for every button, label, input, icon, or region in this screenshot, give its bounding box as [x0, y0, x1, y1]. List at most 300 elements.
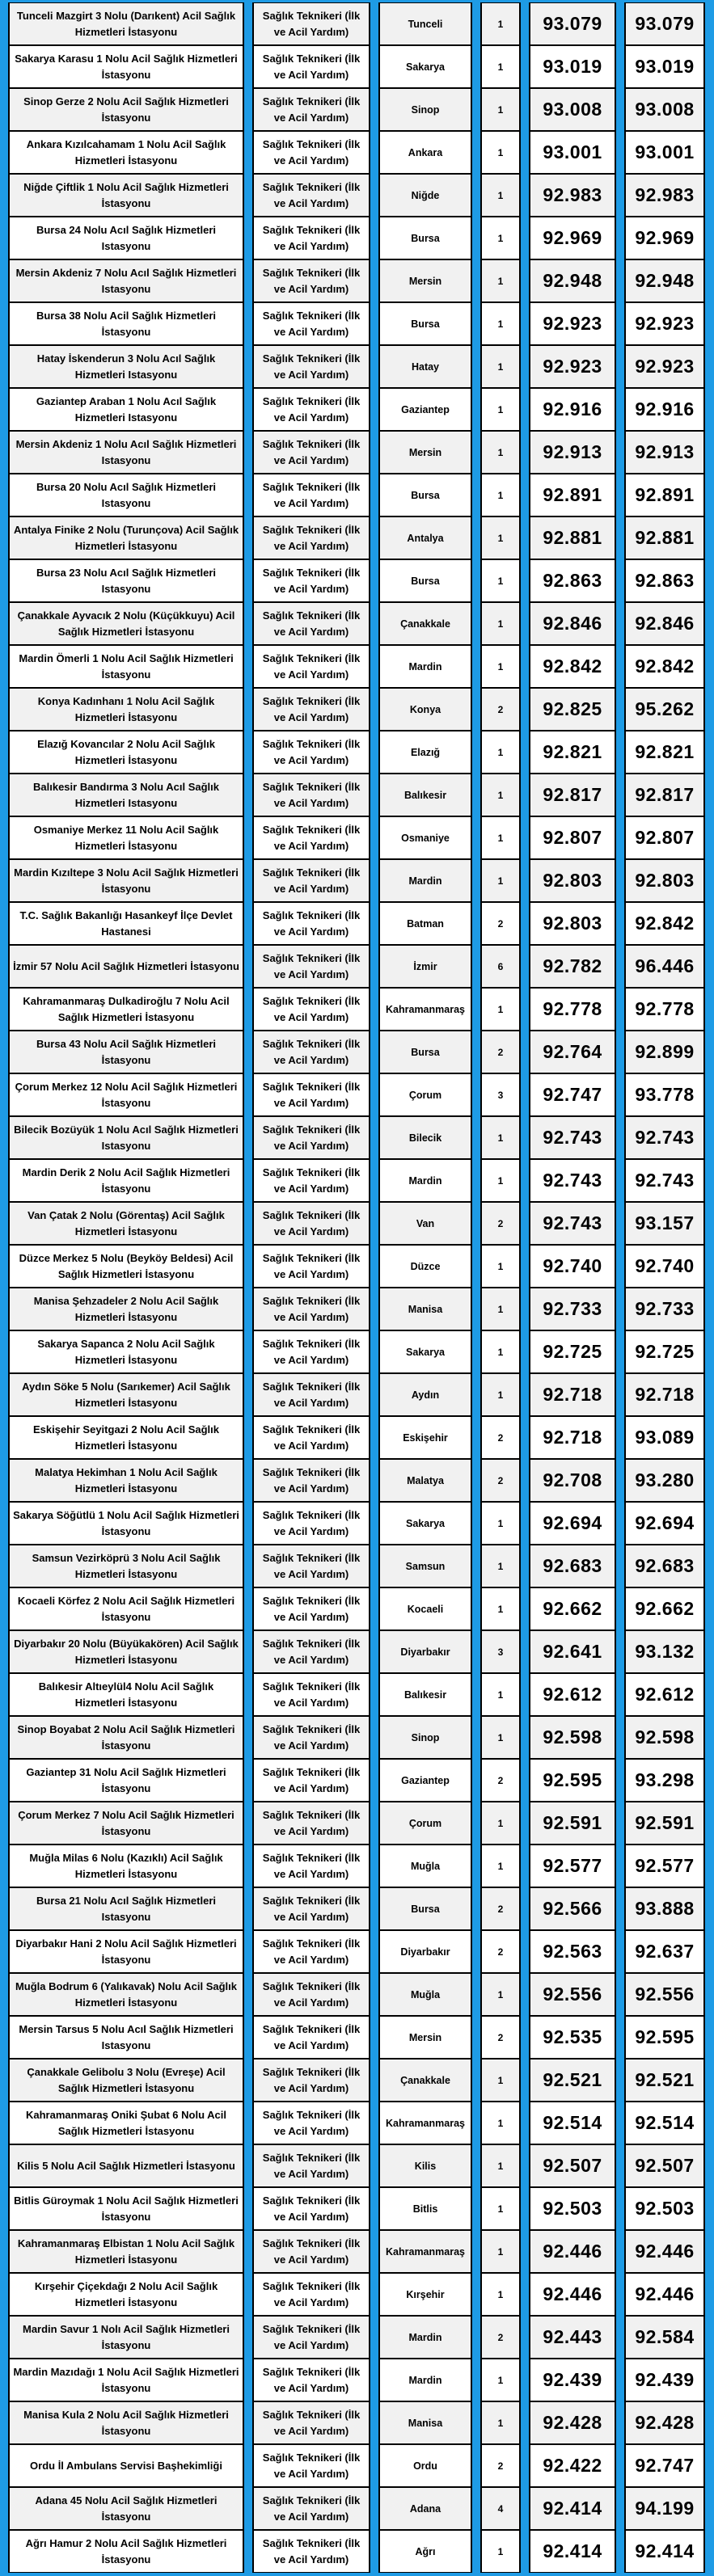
province-cell: Kırşehir	[378, 2273, 472, 2316]
quota-cell: 1	[480, 2401, 521, 2444]
province-cell: Manisa	[378, 1288, 472, 1330]
province-cell: İzmir	[378, 945, 472, 988]
max-score-cell: 92.803	[624, 859, 705, 902]
province-cell: Sakarya	[378, 1330, 472, 1373]
position-title-cell: Sağlık Teknikeri (İlk ve Acil Yardım)	[252, 1502, 370, 1545]
min-score-cell: 92.825	[529, 688, 616, 731]
min-score-cell: 92.556	[529, 1973, 616, 2016]
institution-name-cell: Sinop Boyabat 2 Nolu Acil Sağlık Hizmetleri İstasyonu	[8, 1716, 244, 1759]
province-cell: Antalya	[378, 516, 472, 559]
min-score-cell: 92.595	[529, 1759, 616, 1802]
quota-cell: 3	[480, 1073, 521, 1116]
institution-name-cell: Bitlis Güroymak 1 Nolu Acil Sağlık Hizmetleri İstasyonu	[8, 2187, 244, 2230]
position-title-cell: Sağlık Teknikeri (İlk ve Acil Yardım)	[252, 1073, 370, 1116]
province-cell: Bitlis	[378, 2187, 472, 2230]
quota-cell: 1	[480, 1245, 521, 1288]
table-row	[8, 1973, 705, 2016]
position-title-cell: Sağlık Teknikeri (İlk ve Acil Yardım)	[252, 859, 370, 902]
table-row	[8, 2102, 705, 2144]
min-score-cell: 93.001	[529, 131, 616, 174]
province-cell: Adana	[378, 2487, 472, 2530]
position-title-cell: Sağlık Teknikeri (İlk ve Acil Yardım)	[252, 1031, 370, 1073]
min-score-cell: 92.422	[529, 2444, 616, 2487]
max-score-cell: 92.556	[624, 1973, 705, 2016]
min-score-cell: 92.846	[529, 602, 616, 645]
max-score-cell: 92.891	[624, 474, 705, 516]
table-row	[8, 1031, 705, 1073]
min-score-cell: 92.563	[529, 1930, 616, 1973]
province-cell: Mersin	[378, 2016, 472, 2059]
position-title-cell: Sağlık Teknikeri (İlk ve Acil Yardım)	[252, 602, 370, 645]
institution-name-cell: Kırşehir Çiçekdağı 2 Nolu Acil Sağlık Hizmetleri İstasyonu	[8, 2273, 244, 2316]
institution-name-cell: Adana 45 Nolu Acil Sağlık Hizmetleri İstasyonu	[8, 2487, 244, 2530]
quota-cell: 1	[480, 174, 521, 217]
province-cell: Kocaeli	[378, 1587, 472, 1630]
province-cell: Mardin	[378, 645, 472, 688]
min-score-cell: 92.514	[529, 2102, 616, 2144]
max-score-cell: 93.019	[624, 45, 705, 88]
table-row	[8, 988, 705, 1031]
institution-name-cell: Çorum Merkez 12 Nolu Acil Sağlık Hizmetleri İstasyonu	[8, 1073, 244, 1116]
province-cell: Mardin	[378, 2316, 472, 2359]
province-cell: Bilecik	[378, 1116, 472, 1159]
institution-name-cell: Gaziantep Araban 1 Nolu Acıl Sağlık Hizmetleri Istasyonu	[8, 388, 244, 431]
quota-cell: 1	[480, 602, 521, 645]
institution-name-cell: Çorum Merkez 7 Nolu Acil Sağlık Hizmetleri İstasyonu	[8, 1802, 244, 1845]
quota-cell: 2	[480, 2444, 521, 2487]
min-score-cell: 92.535	[529, 2016, 616, 2059]
quota-cell: 1	[480, 1373, 521, 1416]
max-score-cell: 92.446	[624, 2230, 705, 2273]
table-row	[8, 1887, 705, 1930]
position-title-cell: Sağlık Teknikeri (İlk ve Acil Yardım)	[252, 688, 370, 731]
min-score-cell: 92.969	[529, 217, 616, 259]
institution-name-cell: Düzce Merkez 5 Nolu (Beyköy Beldesi) Acil Sağlık Hizmetleri İstasyonu	[8, 1245, 244, 1288]
position-title-cell: Sağlık Teknikeri (İlk ve Acil Yardım)	[252, 2359, 370, 2401]
institution-name-cell: Diyarbakır Hani 2 Nolu Acil Sağlık Hizmetleri İstasyonu	[8, 1930, 244, 1973]
quota-cell: 1	[480, 2102, 521, 2144]
table-row	[8, 731, 705, 774]
position-title-cell: Sağlık Teknikeri (İlk ve Acil Yardım)	[252, 431, 370, 474]
table-row	[8, 431, 705, 474]
province-cell: Bursa	[378, 217, 472, 259]
table-row	[8, 1930, 705, 1973]
table-row	[8, 1073, 705, 1116]
institution-name-cell: Samsun Vezirköprü 3 Nolu Acil Sağlık Hizmetleri İstasyonu	[8, 1545, 244, 1587]
table-row	[8, 45, 705, 88]
institution-name-cell: Sakarya Karasu 1 Nolu Acil Sağlık Hizmetleri İstasyonu	[8, 45, 244, 88]
max-score-cell: 92.733	[624, 1288, 705, 1330]
province-cell: Düzce	[378, 1245, 472, 1288]
min-score-cell: 92.733	[529, 1288, 616, 1330]
table-row	[8, 1202, 705, 1245]
max-score-cell: 92.923	[624, 302, 705, 345]
quota-cell: 1	[480, 516, 521, 559]
position-title-cell: Sağlık Teknikeri (İlk ve Acil Yardım)	[252, 1587, 370, 1630]
max-score-cell: 93.280	[624, 1459, 705, 1502]
table-row	[8, 474, 705, 516]
max-score-cell: 92.743	[624, 1159, 705, 1202]
position-title-cell: Sağlık Teknikeri (İlk ve Acil Yardım)	[252, 2059, 370, 2102]
min-score-cell: 92.747	[529, 1073, 616, 1116]
province-cell: Van	[378, 1202, 472, 1245]
min-score-cell: 92.803	[529, 902, 616, 945]
max-score-cell: 92.694	[624, 1502, 705, 1545]
table-row	[8, 602, 705, 645]
min-score-cell: 92.446	[529, 2273, 616, 2316]
max-score-cell: 95.262	[624, 688, 705, 731]
position-title-cell: Sağlık Teknikeri (İlk ve Acil Yardım)	[252, 345, 370, 388]
position-title-cell: Sağlık Teknikeri (İlk ve Acil Yardım)	[252, 816, 370, 859]
max-score-cell: 92.948	[624, 259, 705, 302]
max-score-cell: 92.662	[624, 1587, 705, 1630]
max-score-cell: 92.817	[624, 774, 705, 816]
quota-cell: 1	[480, 1330, 521, 1373]
max-score-cell: 92.514	[624, 2102, 705, 2144]
quota-cell: 2	[480, 1202, 521, 1245]
min-score-cell: 92.612	[529, 1673, 616, 1716]
institution-name-cell: Sinop Gerze 2 Nolu Acil Sağlık Hizmetleri İstasyonu	[8, 88, 244, 131]
province-cell: Gaziantep	[378, 388, 472, 431]
min-score-cell: 92.916	[529, 388, 616, 431]
province-cell: Niğde	[378, 174, 472, 217]
max-score-cell: 92.913	[624, 431, 705, 474]
position-title-cell: Sağlık Teknikeri (İlk ve Acil Yardım)	[252, 2530, 370, 2573]
institution-name-cell: Balıkesir Altıeylül4 Nolu Acil Sağlık Hizmetleri İstasyonu	[8, 1673, 244, 1716]
institution-name-cell: İzmir 57 Nolu Acil Sağlık Hizmetleri İstasyonu	[8, 945, 244, 988]
min-score-cell: 93.008	[529, 88, 616, 131]
min-score-cell: 92.566	[529, 1887, 616, 1930]
institution-name-cell: Mersin Tarsus 5 Nolu Acıl Sağlık Hizmetleri Istasyonu	[8, 2016, 244, 2059]
province-cell: Kahramanmaraş	[378, 2102, 472, 2144]
max-score-cell: 92.503	[624, 2187, 705, 2230]
table-row	[8, 2059, 705, 2102]
position-title-cell: Sağlık Teknikeri (İlk ve Acil Yardım)	[252, 2016, 370, 2059]
institution-name-cell: Ankara Kızılcahamam 1 Nolu Acil Sağlık Hizmetleri İstasyonu	[8, 131, 244, 174]
province-cell: Elazığ	[378, 731, 472, 774]
quota-cell: 1	[480, 1545, 521, 1587]
table-row	[8, 1288, 705, 1330]
province-cell: Manisa	[378, 2401, 472, 2444]
quota-cell: 1	[480, 131, 521, 174]
institution-name-cell: Kocaeli Körfez 2 Nolu Acil Sağlık Hizmetleri İstasyonu	[8, 1587, 244, 1630]
position-title-cell: Sağlık Teknikeri (İlk ve Acil Yardım)	[252, 731, 370, 774]
institution-name-cell: Ağrı Hamur 2 Nolu Acil Sağlık Hizmetleri İstasyonu	[8, 2530, 244, 2573]
quota-cell: 2	[480, 1031, 521, 1073]
min-score-cell: 92.725	[529, 1330, 616, 1373]
province-cell: Batman	[378, 902, 472, 945]
min-score-cell: 92.414	[529, 2487, 616, 2530]
position-title-cell: Sağlık Teknikeri (İlk ve Acil Yardım)	[252, 131, 370, 174]
table-row	[8, 259, 705, 302]
institution-name-cell: Eskişehir Seyitgazi 2 Nolu Acil Sağlık Hizmetleri İstasyonu	[8, 1416, 244, 1459]
position-title-cell: Sağlık Teknikeri (İlk ve Acil Yardım)	[252, 474, 370, 516]
min-score-cell: 92.718	[529, 1416, 616, 1459]
table-row	[8, 1159, 705, 1202]
province-cell: Ordu	[378, 2444, 472, 2487]
table-row	[8, 2016, 705, 2059]
position-title-cell: Sağlık Teknikeri (İlk ve Acil Yardım)	[252, 1373, 370, 1416]
position-title-cell: Sağlık Teknikeri (İlk ve Acil Yardım)	[252, 217, 370, 259]
table-row	[8, 1716, 705, 1759]
institution-name-cell: T.C. Sağlık Bakanlığı Hasankeyf İlçe Devlet Hastanesi	[8, 902, 244, 945]
max-score-cell: 92.718	[624, 1373, 705, 1416]
province-cell: Bursa	[378, 559, 472, 602]
institution-name-cell: Bursa 43 Nolu Acil Sağlık Hizmetleri İstasyonu	[8, 1031, 244, 1073]
max-score-cell: 96.446	[624, 945, 705, 988]
table-row	[8, 1502, 705, 1545]
province-cell: Bursa	[378, 302, 472, 345]
position-title-cell: Sağlık Teknikeri (İlk ve Acil Yardım)	[252, 1159, 370, 1202]
province-cell: Bursa	[378, 1887, 472, 1930]
quota-cell: 1	[480, 1802, 521, 1845]
min-score-cell: 92.923	[529, 302, 616, 345]
province-cell: Diyarbakır	[378, 1930, 472, 1973]
position-title-cell: Sağlık Teknikeri (İlk ve Acil Yardım)	[252, 2487, 370, 2530]
max-score-cell: 92.414	[624, 2530, 705, 2573]
max-score-cell: 92.846	[624, 602, 705, 645]
quota-cell: 1	[480, 431, 521, 474]
max-score-cell: 93.079	[624, 2, 705, 45]
province-cell: Malatya	[378, 1459, 472, 1502]
max-score-cell: 93.001	[624, 131, 705, 174]
table-row	[8, 2, 705, 45]
max-score-cell: 93.298	[624, 1759, 705, 1802]
position-title-cell: Sağlık Teknikeri (İlk ve Acil Yardım)	[252, 1887, 370, 1930]
max-score-cell: 92.584	[624, 2316, 705, 2359]
max-score-cell: 92.683	[624, 1545, 705, 1587]
max-score-cell: 92.899	[624, 1031, 705, 1073]
institution-name-cell: Muğla Bodrum 6 (Yalıkavak) Nolu Acil Sağlık Hizmetleri İstasyonu	[8, 1973, 244, 2016]
position-title-cell: Sağlık Teknikeri (İlk ve Acil Yardım)	[252, 2401, 370, 2444]
table-row	[8, 2487, 705, 2530]
institution-name-cell: Balıkesir Bandırma 3 Nolu Acıl Sağlık Hizmetleri Istasyonu	[8, 774, 244, 816]
min-score-cell: 92.577	[529, 1845, 616, 1887]
min-score-cell: 92.591	[529, 1802, 616, 1845]
quota-cell: 1	[480, 559, 521, 602]
max-score-cell: 92.521	[624, 2059, 705, 2102]
max-score-cell: 92.881	[624, 516, 705, 559]
min-score-cell: 92.913	[529, 431, 616, 474]
position-title-cell: Sağlık Teknikeri (İlk ve Acil Yardım)	[252, 1116, 370, 1159]
institution-name-cell: Mardin Mazıdağı 1 Nolu Acil Sağlık Hizmetleri İstasyonu	[8, 2359, 244, 2401]
institution-name-cell: Malatya Hekimhan 1 Nolu Acil Sağlık Hizmetleri İstasyonu	[8, 1459, 244, 1502]
min-score-cell: 92.948	[529, 259, 616, 302]
institution-name-cell: Çanakkale Ayvacık 2 Nolu (Küçükkuyu) Acil Sağlık Hizmetleri İstasyonu	[8, 602, 244, 645]
table-row	[8, 1802, 705, 1845]
position-title-cell: Sağlık Teknikeri (İlk ve Acil Yardım)	[252, 945, 370, 988]
table-row	[8, 1116, 705, 1159]
institution-name-cell: Sakarya Söğütlü 1 Nolu Acil Sağlık Hizmetleri İstasyonu	[8, 1502, 244, 1545]
max-score-cell: 93.008	[624, 88, 705, 131]
min-score-cell: 92.891	[529, 474, 616, 516]
institution-name-cell: Ordu İl Ambulans Servisi Başhekimliği	[8, 2444, 244, 2487]
institution-name-cell: Tunceli Mazgirt 3 Nolu (Darıkent) Acil Sağlık Hizmetleri İstasyonu	[8, 2, 244, 45]
institution-name-cell: Mardin Savur 1 Nolı Acil Sağlık Hizmetleri İstasyonu	[8, 2316, 244, 2359]
province-cell: Sakarya	[378, 1502, 472, 1545]
province-cell: Sakarya	[378, 45, 472, 88]
institution-name-cell: Hatay İskenderun 3 Nolu Acıl Sağlık Hizmetleri Istasyonu	[8, 345, 244, 388]
institution-name-cell: Bilecik Bozüyük 1 Nolu Acıl Sağlık Hizmetleri Istasyonu	[8, 1116, 244, 1159]
min-score-cell: 92.443	[529, 2316, 616, 2359]
min-score-cell: 92.817	[529, 774, 616, 816]
min-score-cell: 92.694	[529, 1502, 616, 1545]
table-row	[8, 1845, 705, 1887]
min-score-cell: 92.521	[529, 2059, 616, 2102]
table-row	[8, 131, 705, 174]
min-score-cell: 92.764	[529, 1031, 616, 1073]
results-table-body	[8, 2, 705, 2573]
institution-name-cell: Aydın Söke 5 Nolu (Sarıkemer) Acil Sağlık Hizmetleri İstasyonu	[8, 1373, 244, 1416]
position-title-cell: Sağlık Teknikeri (İlk ve Acil Yardım)	[252, 88, 370, 131]
province-cell: Çorum	[378, 1073, 472, 1116]
institution-name-cell: Van Çatak 2 Nolu (Görentaş) Acil Sağlık Hizmetleri İstasyonu	[8, 1202, 244, 1245]
institution-name-cell: Bursa 20 Nolu Acıl Sağlık Hizmetleri Istasyonu	[8, 474, 244, 516]
position-title-cell: Sağlık Teknikeri (İlk ve Acil Yardım)	[252, 2444, 370, 2487]
table-row	[8, 2273, 705, 2316]
institution-name-cell: Kahramanmaraş Oniki Şubat 6 Nolu Acil Sağlık Hizmetleri İstasyonu	[8, 2102, 244, 2144]
institution-name-cell: Elazığ Kovancılar 2 Nolu Acil Sağlık Hizmetleri İstasyonu	[8, 731, 244, 774]
max-score-cell: 92.863	[624, 559, 705, 602]
institution-name-cell: Diyarbakır 20 Nolu (Büyükakören) Acil Sağlık Hizmetleri İstasyonu	[8, 1630, 244, 1673]
position-title-cell: Sağlık Teknikeri (İlk ve Acil Yardım)	[252, 1930, 370, 1973]
max-score-cell: 93.778	[624, 1073, 705, 1116]
institution-name-cell: Bursa 24 Nolu Acıl Sağlık Hizmetleri Istasyonu	[8, 217, 244, 259]
position-title-cell: Sağlık Teknikeri (İlk ve Acil Yardım)	[252, 302, 370, 345]
max-score-cell: 92.923	[624, 345, 705, 388]
province-cell: Çorum	[378, 1802, 472, 1845]
min-score-cell: 93.019	[529, 45, 616, 88]
institution-name-cell: Niğde Çiftlik 1 Nolu Acil Sağlık Hizmetleri İstasyonu	[8, 174, 244, 217]
max-score-cell: 92.439	[624, 2359, 705, 2401]
max-score-cell: 92.778	[624, 988, 705, 1031]
position-title-cell: Sağlık Teknikeri (İlk ve Acil Yardım)	[252, 774, 370, 816]
quota-cell: 3	[480, 1630, 521, 1673]
quota-cell: 1	[480, 1673, 521, 1716]
table-row	[8, 174, 705, 217]
quota-cell: 1	[480, 2187, 521, 2230]
position-title-cell: Sağlık Teknikeri (İlk ve Acil Yardım)	[252, 1416, 370, 1459]
quota-cell: 1	[480, 645, 521, 688]
province-cell: Muğla	[378, 1973, 472, 2016]
max-score-cell: 92.983	[624, 174, 705, 217]
max-score-cell: 92.807	[624, 816, 705, 859]
quota-cell: 1	[480, 1159, 521, 1202]
position-title-cell: Sağlık Teknikeri (İlk ve Acil Yardım)	[252, 516, 370, 559]
institution-name-cell: Bursa 21 Nolu Acıl Sağlık Hizmetleri Istasyonu	[8, 1887, 244, 1930]
table-row	[8, 1587, 705, 1630]
min-score-cell: 92.439	[529, 2359, 616, 2401]
table-row	[8, 2444, 705, 2487]
institution-name-cell: Mersin Akdeniz 7 Nolu Acıl Sağlık Hizmetleri Istasyonu	[8, 259, 244, 302]
table-row	[8, 2187, 705, 2230]
table-row	[8, 388, 705, 431]
quota-cell: 1	[480, 2144, 521, 2187]
position-title-cell: Sağlık Teknikeri (İlk ve Acil Yardım)	[252, 45, 370, 88]
province-cell: Ankara	[378, 131, 472, 174]
table-row	[8, 1673, 705, 1716]
table-row	[8, 516, 705, 559]
max-score-cell: 92.428	[624, 2401, 705, 2444]
quota-cell: 1	[480, 816, 521, 859]
position-title-cell: Sağlık Teknikeri (İlk ve Acil Yardım)	[252, 1545, 370, 1587]
institution-name-cell: Manisa Kula 2 Nolu Acil Sağlık Hizmetleri İstasyonu	[8, 2401, 244, 2444]
province-cell: Sinop	[378, 88, 472, 131]
min-score-cell: 92.807	[529, 816, 616, 859]
position-title-cell: Sağlık Teknikeri (İlk ve Acil Yardım)	[252, 2273, 370, 2316]
table-row	[8, 1759, 705, 1802]
max-score-cell: 92.637	[624, 1930, 705, 1973]
position-title-cell: Sağlık Teknikeri (İlk ve Acil Yardım)	[252, 1330, 370, 1373]
institution-name-cell: Mardin Derik 2 Nolu Acil Sağlık Hizmetleri İstasyonu	[8, 1159, 244, 1202]
table-row	[8, 1245, 705, 1288]
province-cell: Mersin	[378, 259, 472, 302]
quota-cell: 6	[480, 945, 521, 988]
quota-cell: 1	[480, 45, 521, 88]
province-cell: Balıkesir	[378, 774, 472, 816]
province-cell: Kilis	[378, 2144, 472, 2187]
quota-cell: 2	[480, 902, 521, 945]
quota-cell: 1	[480, 774, 521, 816]
quota-cell: 2	[480, 2316, 521, 2359]
max-score-cell: 93.157	[624, 1202, 705, 1245]
max-score-cell: 93.888	[624, 1887, 705, 1930]
max-score-cell: 94.199	[624, 2487, 705, 2530]
institution-name-cell: Mardin Kızıltepe 3 Nolu Acil Sağlık Hizmetleri İstasyonu	[8, 859, 244, 902]
table-row	[8, 2316, 705, 2359]
max-score-cell: 92.612	[624, 1673, 705, 1716]
institution-name-cell: Kahramanmaraş Elbistan 1 Nolu Acil Sağlık Hizmetleri İstasyonu	[8, 2230, 244, 2273]
table-row	[8, 559, 705, 602]
table-row	[8, 1459, 705, 1502]
max-score-cell: 92.725	[624, 1330, 705, 1373]
province-cell: Kahramanmaraş	[378, 2230, 472, 2273]
max-score-cell: 93.132	[624, 1630, 705, 1673]
quota-cell: 1	[480, 2230, 521, 2273]
max-score-cell: 92.507	[624, 2144, 705, 2187]
position-title-cell: Sağlık Teknikeri (İlk ve Acil Yardım)	[252, 1716, 370, 1759]
province-cell: Mardin	[378, 859, 472, 902]
quota-cell: 1	[480, 474, 521, 516]
province-cell: Samsun	[378, 1545, 472, 1587]
quota-cell: 2	[480, 1930, 521, 1973]
table-row	[8, 2401, 705, 2444]
max-score-cell: 92.743	[624, 1116, 705, 1159]
min-score-cell: 92.414	[529, 2530, 616, 2573]
min-score-cell: 92.782	[529, 945, 616, 988]
quota-cell: 1	[480, 2, 521, 45]
max-score-cell: 92.916	[624, 388, 705, 431]
min-score-cell: 92.842	[529, 645, 616, 688]
position-title-cell: Sağlık Teknikeri (İlk ve Acil Yardım)	[252, 1202, 370, 1245]
quota-cell: 2	[480, 1759, 521, 1802]
table-row	[8, 645, 705, 688]
table-row	[8, 1416, 705, 1459]
quota-cell: 1	[480, 302, 521, 345]
table-row	[8, 217, 705, 259]
institution-name-cell: Mersin Akdeniz 1 Nolu Acıl Sağlık Hizmetleri Istasyonu	[8, 431, 244, 474]
institution-name-cell: Bursa 38 Nolu Acil Sağlık Hizmetleri İstasyonu	[8, 302, 244, 345]
quota-cell: 1	[480, 2273, 521, 2316]
min-score-cell: 92.683	[529, 1545, 616, 1587]
institution-name-cell: Çanakkale Gelibolu 3 Nolu (Evreşe) Acil Sağlık Hizmetleri İstasyonu	[8, 2059, 244, 2102]
position-title-cell: Sağlık Teknikeri (İlk ve Acil Yardım)	[252, 1288, 370, 1330]
institution-name-cell: Bursa 23 Nolu Acıl Sağlık Hizmetleri Istasyonu	[8, 559, 244, 602]
table-row	[8, 859, 705, 902]
table-row	[8, 902, 705, 945]
table-row	[8, 2230, 705, 2273]
max-score-cell: 92.747	[624, 2444, 705, 2487]
